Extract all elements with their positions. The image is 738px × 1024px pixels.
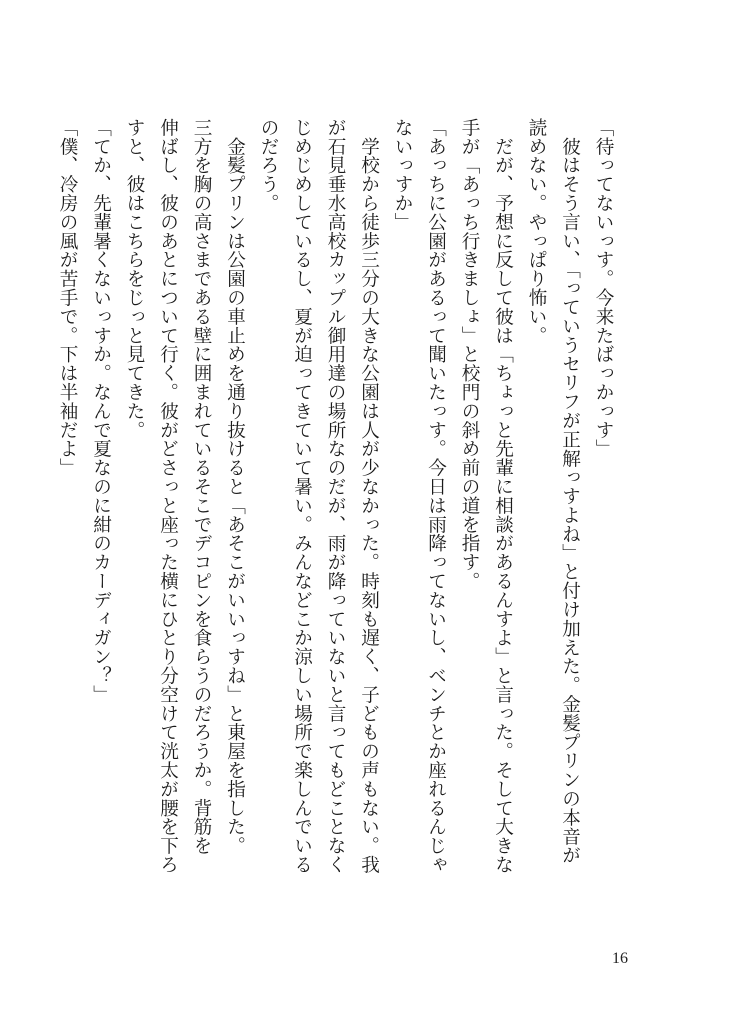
text-line-5: 手が「あっち行きましょ」と校門の斜め前の道を指す。	[459, 118, 480, 591]
text-line-2: 彼はそう言い、「っていうセリフが正解っすよね」と付け加えた。金髪プリンの本音が	[559, 118, 581, 865]
page-number: 16	[612, 950, 628, 967]
text-line-14: 伸ばし、彼のあとについて行く。彼がどさっと座った横にひとり分空けて洸太が腰を下ろ	[157, 118, 179, 874]
text-line-4: だが、予想に反して彼は「ちょっと先輩に相談があるんすよ」と言った。そして大きな	[492, 118, 514, 874]
text-line-17: 「僕、冷房の風が苦手で。下は半袖だよ」	[57, 118, 78, 478]
text-line-15: すと、彼はこちらをじっと見てきた。	[124, 118, 145, 440]
vertical-text-body	[57, 118, 620, 938]
text-line-1: 「待ってないっす。今来たばっかっす」	[593, 118, 614, 459]
text-line-9: が石見垂水高校カップル御用達の場所なのだが、雨が降っていないと言ってもどことなく	[325, 118, 346, 874]
text-line-7: ないっすか」	[392, 118, 413, 232]
text-line-12: 金髪プリンは公園の車止めを通り抜けると「あそこがいいっすね」と東屋を指した。	[224, 118, 246, 856]
text-line-6: 「あっちに公園があるって聞いたっす。今日は雨降ってないし、ベンチとか座れるんじゃ	[425, 118, 447, 874]
text-line-8: 学校から徒歩三分の大きな公園は人が少なかった。時刻も遅く、子どもの声もない。我	[358, 118, 380, 874]
text-line-3: 読めない。やっぱり怖い。	[526, 118, 547, 345]
text-line-16: 「てか、先輩暑くないっすか。なんで夏なのに紺のカーディガン？」	[90, 118, 112, 704]
text-line-10: じめじめしているし、夏が迫ってきていて暑い。みんなどこか涼しい場所で楽しんでいる	[291, 118, 313, 874]
text-line-13: 三方を胸の高さまである壁に囲まれているそこでデコピンを食らうのだろうか。背筋を	[191, 118, 212, 856]
text-line-11: のだろう。	[258, 118, 279, 213]
